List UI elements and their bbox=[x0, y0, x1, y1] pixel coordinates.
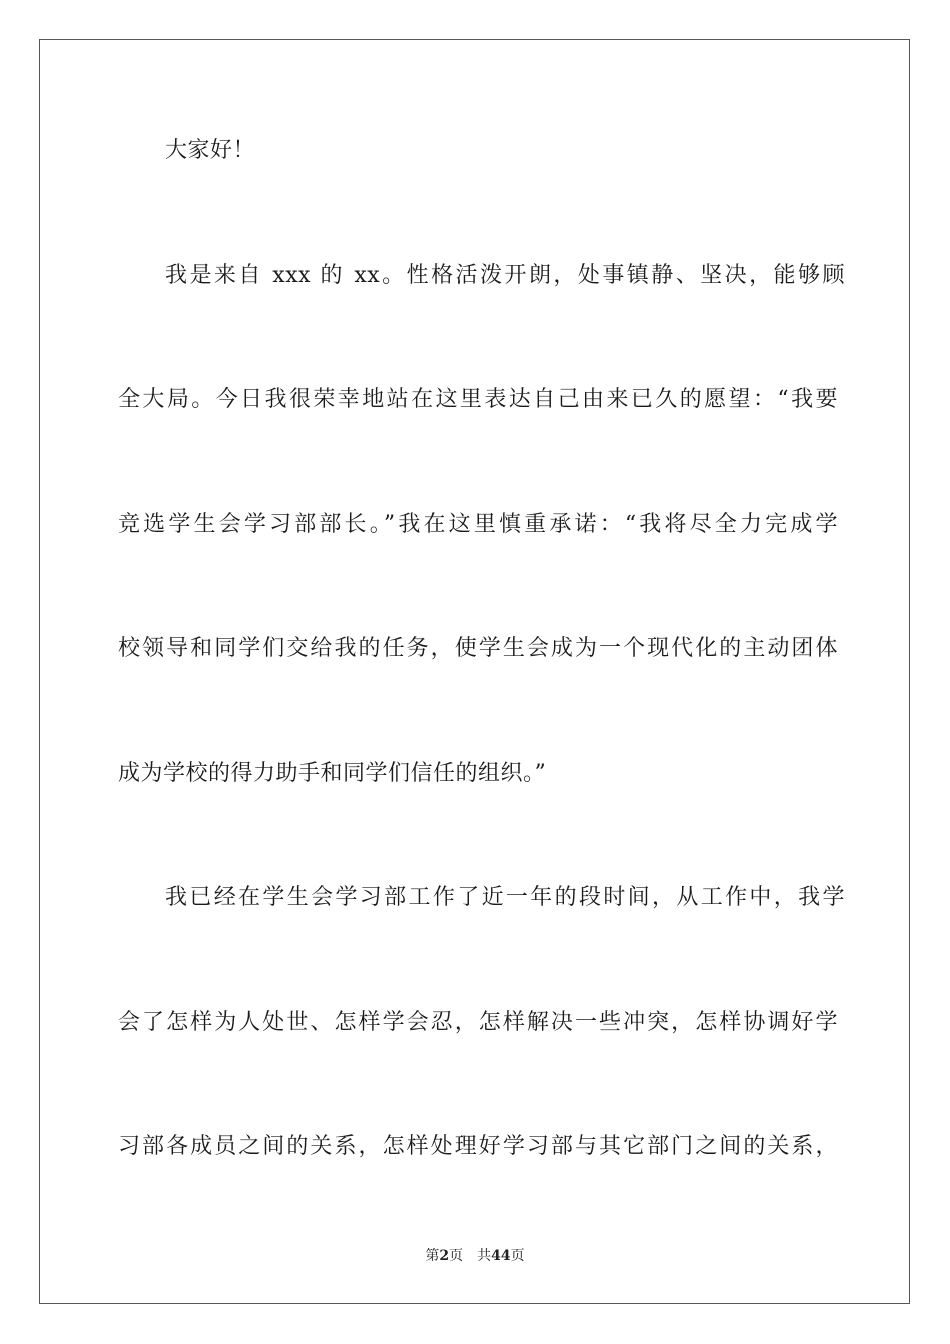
paragraph-line: 全大局。今日我很荣幸地站在这里表达自己由来已久的愿望：“我要 bbox=[118, 387, 838, 412]
page-footer bbox=[0, 1247, 950, 1265]
paragraph-line: 校领导和同学们交给我的任务，使学生会成为一个现代化的主动团体 bbox=[118, 636, 838, 661]
paragraph-line: 我是来自 xxx 的 xx。性格活泼开朗，处事镇静、坚决，能够顾 bbox=[165, 263, 845, 288]
total-suffix: 页 bbox=[510, 1248, 525, 1264]
paragraph-line: 竞选学生会学习部部长。”我在这里慎重承诺：“我将尽全力完成学 bbox=[118, 512, 838, 537]
greeting-text: 大家好！ bbox=[165, 138, 256, 163]
paragraph-line: 我已经在学生会学习部工作了近一年的段时间，从工作中，我学 bbox=[165, 885, 845, 910]
page-border bbox=[39, 39, 910, 1304]
page-prefix: 第 bbox=[425, 1248, 440, 1264]
paragraph-line: 成为学校的得力助手和同学们信任的组织。” bbox=[118, 761, 547, 786]
page-suffix: 页 bbox=[449, 1248, 464, 1264]
paragraph-line: 习部各成员之间的关系，怎样处理好学习部与其它部门之间的关系， bbox=[118, 1134, 838, 1159]
total-prefix: 共 bbox=[477, 1248, 492, 1264]
total-page-count: 44 bbox=[491, 1248, 511, 1264]
paragraph-line: 会了怎样为人处世、怎样学会忍，怎样解决一些冲突，怎样协调好学 bbox=[118, 1010, 838, 1035]
current-page-number: 2 bbox=[439, 1248, 450, 1264]
